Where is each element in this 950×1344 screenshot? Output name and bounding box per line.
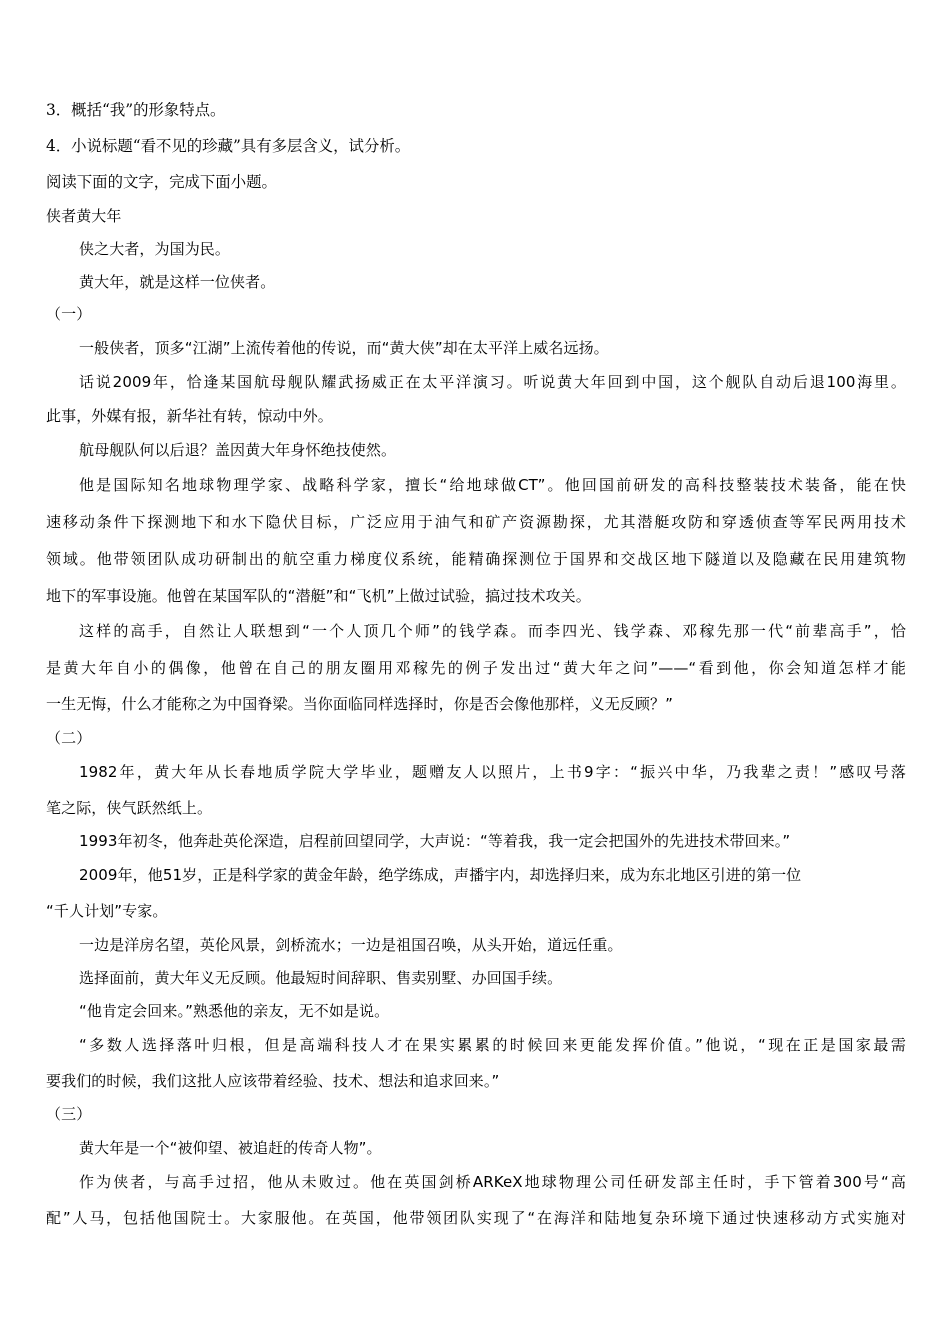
reading-instruction: 阅读下面的文字，完成下面小题。	[46, 173, 277, 191]
question-4: 4．小说标题“看不见的珍藏”具有多层含义，试分析。	[46, 137, 411, 155]
paragraph-line: 一生无悔，什么才能称之为中国脊梁。当你面临同样选择时，你是否会像他那样，义无反顾？”	[46, 695, 673, 713]
paragraph-line: 地下的军事设施。他曾在某国军队的“潜艇”和“飞机”上做过试验，搞过技术攻关。	[46, 587, 591, 605]
section-heading-1: （一）	[46, 305, 92, 323]
paragraph-line: 1982年，黄大年从长春地质学院大学毕业，题赠友人以照片，上书9字：“振兴中华，乃我辈之责！”感叹号落	[79, 763, 906, 781]
paragraph-line: 作为侠者，与高手过招，他从未败过。他在英国剑桥ARKeX地球物理公司任研发部主任时，手下管着300号“高	[79, 1173, 906, 1191]
paragraph-line: 1993年初冬，他奔赴英伦深造，启程前回望同学，大声说：“等着我，我一定会把国外的先进技术带回来。”	[79, 832, 791, 850]
paragraph-line: 一边是洋房名望，英伦风景，剑桥流水；一边是祖国召唤，从头开始，道远任重。	[79, 936, 623, 954]
paragraph-line: 选择面前，黄大年义无反顾。他最短时间辞职、售卖别墅、办回国手续。	[79, 969, 563, 987]
paragraph-line: 他是国际知名地球物理学家、战略科学家，擅长“给地球做CT”。他回国前研发的高科技整装技术装备，能在快	[79, 476, 906, 494]
question-3: 3．概括“我”的形象特点。	[46, 101, 226, 119]
paragraph-line: 速移动条件下探测地下和水下隐伏目标，广泛应用于油气和矿产资源勘探，尤其潜艇攻防和穿透侦查等军民两用技术	[46, 513, 906, 531]
section-heading-2: （二）	[46, 729, 92, 747]
paragraph-line: 2009年，他51岁，正是科学家的黄金年龄，绝学练成，声播宇内，却选择归来，成为东北地区引进的第一位	[79, 866, 802, 884]
paragraph-line: 一般侠者，顶多“江湖”上流传着他的传说，而“黄大侠”却在太平洋上威名远扬。	[79, 339, 609, 357]
paragraph-line: 话说2009年，恰逢某国航母舰队耀武扬威正在太平洋演习。听说黄大年回到中国，这个舰队自动后退100海里。	[79, 373, 906, 391]
paragraph-line: 配”人马，包括他国院士。大家服他。在英国，他带领团队实现了“在海洋和陆地复杂环境下通过快速移动方式实施对	[46, 1209, 906, 1227]
paragraph-line: 笔之际，侠气跃然纸上。	[46, 799, 213, 817]
section-heading-3: （三）	[46, 1105, 92, 1123]
article-title: 侠者黄大年	[46, 207, 122, 225]
paragraph-line: “千人计划”专家。	[46, 902, 168, 920]
paragraph-line: 这样的高手，自然让人联想到“一个人顶几个师”的钱学森。而李四光、钱学森、邓稼先那一代“前辈高手”，恰	[79, 622, 906, 640]
paragraph-line: “多数人选择落叶归根，但是高端科技人才在果实累累的时候回来更能发挥价值。”他说，“现在正是国家最需	[79, 1036, 906, 1054]
paragraph-line: “他肯定会回来。”熟悉他的亲友，无不如是说。	[79, 1002, 390, 1020]
paragraph-line: 此事，外媒有报，新华社有转，惊动中外。	[46, 407, 333, 425]
paragraph-line: 是黄大年自小的偶像，他曾在自己的朋友圈用邓稼先的例子发出过“黄大年之问”——“看到他，你会知道怎样才能	[46, 659, 906, 677]
intro-line: 侠之大者，为国为民。	[79, 240, 231, 258]
paragraph-line: 领域。他带领团队成功研制出的航空重力梯度仪系统，能精确探测位于国界和交战区地下隧道以及隐藏在民用建筑物	[46, 550, 906, 568]
intro-line: 黄大年，就是这样一位侠者。	[79, 273, 276, 291]
paragraph-line: 要我们的时候，我们这批人应该带着经验、技术、想法和追求回来。”	[46, 1072, 500, 1090]
paragraph-line: 航母舰队何以后退？盖因黄大年身怀绝技使然。	[79, 441, 397, 459]
paragraph-line: 黄大年是一个“被仰望、被追赶的传奇人物”。	[79, 1139, 382, 1157]
